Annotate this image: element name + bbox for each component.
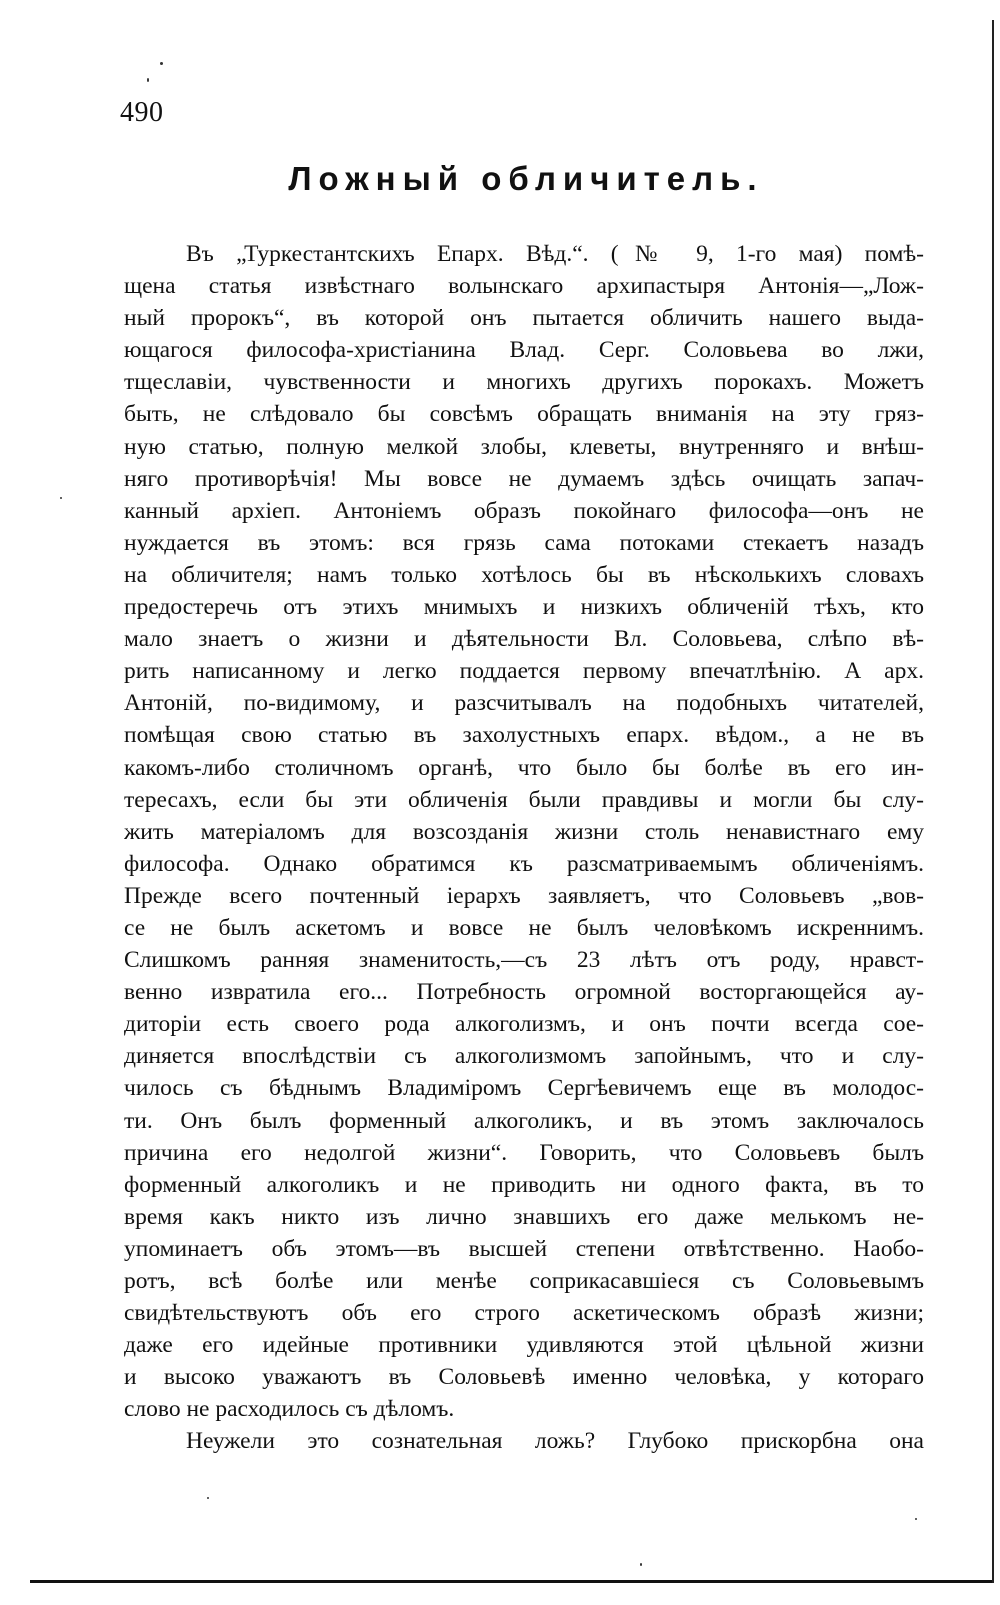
- text-line: быть, не слѣдовало бы совсѣмъ обращать вниманія на эту гряз-: [124, 401, 924, 428]
- text-line: щена статья извѣстнаго волынскаго архипастыря Антонія—„Лож-: [124, 273, 924, 300]
- print-speck: [147, 78, 149, 82]
- text-line: какомъ-либо столичномъ органѣ, что было бы болѣе въ его ин-: [124, 754, 924, 781]
- page-number: 490: [120, 97, 164, 128]
- text-line: и высоко уважаютъ въ Соловьевѣ именно человѣка, у котораго: [124, 1364, 924, 1391]
- text-line: предостеречь отъ этихъ мнимыхъ и низкихъ обличеній тѣхъ, кто: [124, 594, 924, 621]
- text-line: чилось съ бѣднымъ Владиміромъ Сергѣевичемъ еще въ молодос-: [124, 1075, 924, 1102]
- text-line: диторіи есть своего рода алкоголизмъ, и онъ почти всегда сое-: [124, 1011, 924, 1038]
- text-line: диняется впослѣдствіи съ алкоголизмомъ запойнымъ, что и слу-: [124, 1043, 924, 1070]
- text-line: тщеславіи, чувственности и многихъ другихъ порокахъ. Можетъ: [124, 369, 924, 396]
- text-line: ную статью, полную мелкой злобы, клеветы, внутренняго и внѣш-: [124, 433, 924, 460]
- text-line: канный архіеп. Антоніемъ образъ покойнаго философа—онъ не: [124, 497, 924, 524]
- bottom-rule: [30, 1580, 992, 1583]
- text-line: ный пророкъ“, въ которой онъ пытается обличить нашего выда-: [124, 305, 924, 332]
- print-speck: [640, 1563, 642, 1566]
- text-line: философа. Однако обратимся къ разсматриваемымъ обличеніямъ.: [124, 850, 924, 877]
- print-speck: [207, 1497, 209, 1499]
- print-speck: [915, 1518, 917, 1520]
- article-body: [124, 238, 924, 1458]
- text-line: на обличителя; намъ только хотѣлось бы въ нѣсколькихъ словахъ: [124, 561, 924, 588]
- text-line: тересахъ, если бы эти обличенія были правдивы и могли бы слу-: [124, 786, 924, 813]
- article-title: Ложный обличитель.: [288, 160, 764, 197]
- text-line: слово не расходилось съ дѣломъ.: [124, 1396, 455, 1423]
- text-line: даже его идейные противники удивляются этой цѣльной жизни: [124, 1332, 924, 1359]
- text-line: ющагося философа-христіанина Влад. Серг. Соловьева во лжи,: [124, 337, 924, 364]
- text-line: Слишкомъ ранняя знаменитость,—съ 23 лѣтъ отъ роду, нравст-: [124, 947, 924, 974]
- text-line: помѣщая свою статью въ захолустныхъ епарх. вѣдом., а не въ: [124, 722, 924, 749]
- text-line: мало знаетъ о жизни и дѣятельности Вл. Соловьева, слѣпо вѣ-: [124, 626, 924, 653]
- text-line: Неужели это сознательная ложь? Глубоко прискорбна она: [186, 1428, 924, 1455]
- page-edge-line: [992, 20, 994, 1583]
- text-line: нуждается въ этомъ: вся грязь сама потоками стекаетъ назадъ: [124, 529, 924, 556]
- text-line: Въ „Туркестантскихъ Епарх. Вѣд.“. (№ 9, 1-го мая) помѣ-: [186, 241, 924, 267]
- print-speck: [160, 62, 163, 65]
- text-line: ти. Онъ былъ форменный алкоголикъ, и въ этомъ заключалось: [124, 1107, 924, 1134]
- text-line: упоминаетъ объ этомъ—въ высшей степени отвѣтственно. Наобо-: [124, 1235, 924, 1262]
- text-line: форменный алкоголикъ и не приводить ни одного факта, въ то: [124, 1171, 924, 1198]
- text-line: ротъ, всѣ болѣе или менѣе соприкасавшіеся съ Соловьевымъ: [124, 1268, 924, 1294]
- text-line: Прежде всего почтенный іерархъ заявляетъ, что Соловьевъ „вов-: [124, 882, 924, 909]
- text-line: свидѣтельствуютъ объ его строго аскетическомъ образѣ жизни;: [124, 1300, 924, 1327]
- text-line: рить написанному и легко поддается первому впечатлѣнію. А арх.: [124, 658, 924, 685]
- text-line: причина его недолгой жизни“. Говорить, что Соловьевъ былъ: [124, 1139, 924, 1166]
- text-line: время какъ никто изъ лично знавшихъ его даже мелькомъ не-: [124, 1203, 924, 1230]
- text-line: венно извратила его... Потребность огромной восторгающейся ау-: [124, 979, 924, 1006]
- text-line: жить матеріаломъ для возсозданія жизни столь ненавистнаго ему: [124, 818, 924, 845]
- text-line: Антоній, по-видимому, и разсчитывалъ на подобныхъ читателей,: [124, 690, 924, 717]
- text-line: се не былъ аскетомъ и вовсе не былъ человѣкомъ искреннимъ.: [124, 914, 924, 941]
- print-speck: [60, 497, 62, 499]
- text-line: няго противорѣчія! Мы вовсе не думаемъ здѣсь очищать запач-: [124, 465, 924, 492]
